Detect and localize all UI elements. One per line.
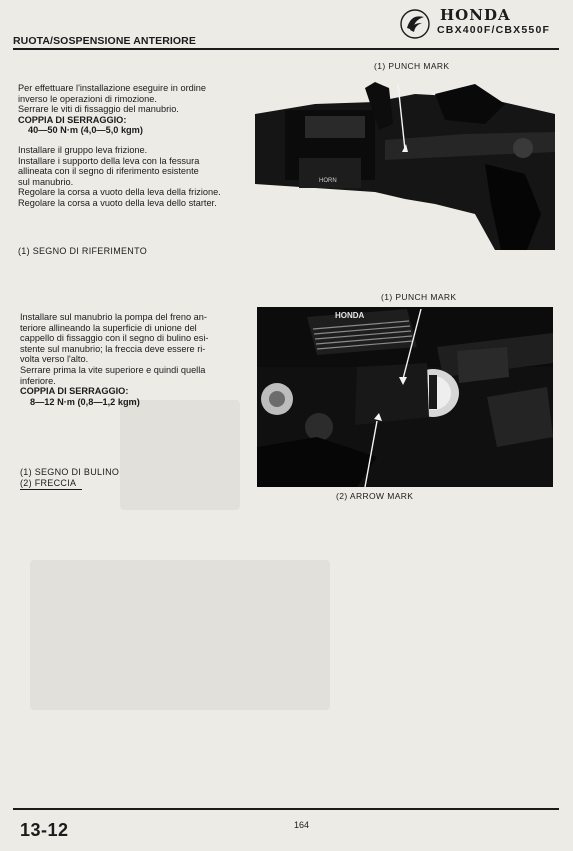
legend-item: (1) SEGNO DI BULINO	[20, 467, 120, 477]
instruction-line: Installare il gruppo leva frizione.	[18, 144, 148, 155]
torque-value: 8—12 N·m (0,8—1,2 kgm)	[30, 396, 140, 407]
footer-rule	[13, 808, 559, 810]
header-rule	[13, 48, 559, 50]
torque-heading: COPPIA DI SERRAGGIO:	[20, 386, 129, 397]
figure-legend-2	[20, 467, 119, 489]
brake-master-cylinder-photo	[257, 307, 553, 487]
instruction-line: stente sul manubrio; la freccia deve essere ri-	[20, 343, 206, 354]
photo-caption-arrow-mark: (2) ARROW MARK	[336, 491, 414, 501]
bleed-through-photo	[30, 560, 330, 710]
instruction-line: inverso le operazioni di rimozione.	[18, 93, 157, 104]
legend-item: (2) FRECCIA	[20, 478, 77, 488]
instruction-line: Regolare la corsa a vuoto della leva dello starter.	[18, 197, 217, 208]
instruction-line: teriore allineando la superficie di unione del	[20, 322, 197, 333]
instruction-line: Per effettuare l'installazione eseguire in ordine	[18, 83, 207, 93]
instruction-line: inferiore.	[20, 375, 56, 386]
clutch-lever-bracket-photo	[255, 74, 555, 250]
horn-label: HORN	[319, 178, 337, 184]
brand-name: HONDA	[440, 6, 511, 24]
instruction-line: Serrare prima la vite superiore e quindi quella	[20, 364, 206, 375]
instruction-line: sul manubrio.	[18, 176, 74, 187]
instructions-block-1	[18, 83, 246, 209]
sheet-number: 164	[294, 820, 310, 830]
instruction-line: Serrare le viti di fissaggio del manubrio.	[18, 104, 179, 115]
torque-value: 40—50 N·m (4,0—5,0 kgm)	[28, 125, 143, 136]
honda-wing-icon	[398, 8, 432, 40]
bleed-through-photo	[120, 400, 240, 510]
instructions-block-2	[20, 312, 244, 407]
figure-legend-1: (1) SEGNO DI RIFERIMENTO	[18, 246, 148, 256]
instruction-line: cappello di fissaggio con il segno di bulino esi-	[20, 333, 209, 344]
photo-caption-punch-mark-2: (1) PUNCH MARK	[381, 292, 457, 302]
section-title: RUOTA/SOSPENSIONE ANTERIORE	[13, 35, 196, 47]
honda-reservoir-label: HONDA	[335, 311, 365, 320]
model-name: CBX400F/CBX550F	[437, 24, 551, 36]
photo-caption-punch-mark-1: (1) PUNCH MARK	[374, 61, 450, 71]
instruction-line: Installare i supporto della leva con la fessura	[18, 155, 200, 166]
instruction-line: allineata con il segno di riferimento esistente	[18, 166, 199, 177]
legend-underline	[20, 489, 82, 490]
instruction-line: Installare sul manubrio la pompa del freno an-	[20, 312, 207, 322]
page-number: 13-12	[20, 820, 69, 840]
instruction-line: Regolare la corsa a vuoto della leva della frizione.	[18, 187, 221, 198]
instruction-line: volta verso l'alto.	[20, 354, 89, 365]
torque-heading: COPPIA DI SERRAGGIO:	[18, 114, 127, 125]
